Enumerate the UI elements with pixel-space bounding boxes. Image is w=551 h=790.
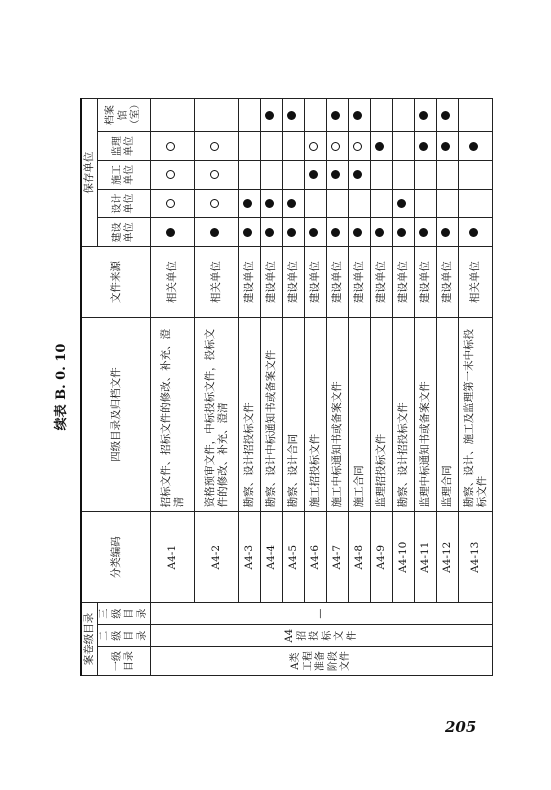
filled-circle-icon (397, 199, 406, 208)
cell-code: A4-1 (151, 512, 195, 603)
cell-doc-name: 施工合同 (349, 317, 371, 512)
filled-circle-icon (469, 142, 478, 151)
cell-keeper-mark (371, 161, 393, 190)
filled-circle-icon (419, 142, 428, 151)
cell-keeper-mark (195, 132, 239, 161)
cell-code: A4-2 (195, 512, 239, 603)
rotated-table-block (54, 98, 500, 676)
cell-keeper-mark (239, 161, 261, 190)
cell-doc-name: 施工招投标文件 (305, 317, 327, 512)
hollow-circle-icon (331, 142, 340, 151)
filled-circle-icon (441, 111, 450, 120)
cell-keeper-mark (459, 132, 493, 161)
cell-keeper-mark (151, 218, 195, 247)
cell-keeper-mark (261, 132, 283, 161)
cell-keeper-mark (393, 132, 415, 161)
cell-keeper-mark (459, 218, 493, 247)
cell-keeper-mark (151, 99, 195, 132)
cell-keeper-mark (195, 99, 239, 132)
cell-code: A4-12 (437, 512, 459, 603)
cell-keeper-mark (195, 189, 239, 218)
filled-circle-icon (265, 111, 274, 120)
cell-keeper-mark (305, 218, 327, 247)
cell-keeper-mark (349, 99, 371, 132)
table-row (393, 99, 415, 676)
cell-source: 建设单位 (349, 247, 371, 318)
hollow-circle-icon (210, 199, 219, 208)
cell-doc-name: 勘察、设计、施工及监理第一末中标投标文件 (459, 317, 493, 512)
cell-keeper-mark (393, 99, 415, 132)
cell-source: 建设单位 (239, 247, 261, 318)
cell-keeper-mark (415, 132, 437, 161)
filled-circle-icon (243, 228, 252, 237)
cell-doc-name: 施工中标通知书或备案文件 (327, 317, 349, 512)
hollow-circle-icon (166, 199, 175, 208)
cell-keeper-mark (327, 189, 349, 218)
cell-keeper-mark (371, 189, 393, 218)
cell-keeper-mark (305, 161, 327, 190)
cell-doc-name: 勘察、设计招投标文件 (239, 317, 261, 512)
cell-code: A4-9 (371, 512, 393, 603)
table-row (371, 99, 393, 676)
cell-keeper-mark (415, 189, 437, 218)
category-level3: — (151, 603, 493, 625)
table-row (261, 99, 283, 676)
filled-circle-icon (375, 228, 384, 237)
cell-source: 建设单位 (305, 247, 327, 318)
cell-keeper-mark (305, 99, 327, 132)
cell-code: A4-10 (393, 512, 415, 603)
cell-source: 建设单位 (415, 247, 437, 318)
hollow-circle-icon (166, 170, 175, 179)
filled-circle-icon (419, 228, 428, 237)
filled-circle-icon (309, 228, 318, 237)
cell-keeper-mark (283, 218, 305, 247)
cell-source: 建设单位 (327, 247, 349, 318)
cell-keeper-mark (283, 99, 305, 132)
cell-source: 建设单位 (371, 247, 393, 318)
cell-keeper-mark (415, 218, 437, 247)
cell-source: 相关单位 (195, 247, 239, 318)
header-keeper: 监理单位 (98, 132, 151, 161)
header-keeper: 设计单位 (98, 189, 151, 218)
cell-keeper-mark (327, 161, 349, 190)
cell-keeper-mark (261, 189, 283, 218)
hollow-circle-icon (210, 170, 219, 179)
header-level2: 二级目录 (98, 625, 151, 647)
table-row (459, 99, 493, 676)
table-row (327, 99, 349, 676)
cell-keeper-mark (195, 161, 239, 190)
filled-circle-icon (331, 228, 340, 237)
cell-code: A4-11 (415, 512, 437, 603)
header-keeper-group: 保存单位 (81, 99, 98, 247)
cell-code: A4-7 (327, 512, 349, 603)
cell-code: A4-13 (459, 512, 493, 603)
cell-doc-name: 勘察、设计招投标文件 (393, 317, 415, 512)
filled-circle-icon (331, 111, 340, 120)
filled-circle-icon (441, 228, 450, 237)
cell-keeper-mark (195, 218, 239, 247)
cell-doc-name: 招标文件、招标文件的修改、补充、澄清 (151, 317, 195, 512)
cell-keeper-mark (437, 161, 459, 190)
hollow-circle-icon (210, 142, 219, 151)
cell-keeper-mark (261, 161, 283, 190)
cell-keeper-mark (393, 218, 415, 247)
table-row (437, 99, 459, 676)
cell-source: 建设单位 (261, 247, 283, 318)
hollow-circle-icon (166, 142, 175, 151)
filled-circle-icon (397, 228, 406, 237)
cell-keeper-mark (239, 132, 261, 161)
header-doc-list: 四级目录及归档文件 (81, 317, 151, 512)
cell-code: A4-8 (349, 512, 371, 603)
cell-keeper-mark (349, 132, 371, 161)
cell-keeper-mark (283, 132, 305, 161)
table-row (151, 99, 195, 676)
cell-code: A4-4 (261, 512, 283, 603)
cell-source: 相关单位 (151, 247, 195, 318)
filled-circle-icon (353, 111, 362, 120)
category-level2: A4招投标文件 (151, 625, 493, 647)
cell-keeper-mark (327, 99, 349, 132)
cell-keeper-mark (459, 161, 493, 190)
cell-doc-name: 资格预审文件，中标投标文件，投标文件的修改、补充、澄清 (195, 317, 239, 512)
cell-source: 建设单位 (283, 247, 305, 318)
header-code: 分类编码 (81, 512, 151, 603)
filled-circle-icon (265, 199, 274, 208)
header-keeper: 档案馆（室） (98, 99, 151, 132)
cell-keeper-mark (283, 189, 305, 218)
hollow-circle-icon (309, 142, 318, 151)
cell-code: A4-5 (283, 512, 305, 603)
filled-circle-icon (287, 111, 296, 120)
cell-keeper-mark (349, 218, 371, 247)
filled-circle-icon (309, 170, 318, 179)
filled-circle-icon (469, 228, 478, 237)
cell-keeper-mark (261, 99, 283, 132)
cell-keeper-mark (327, 218, 349, 247)
cell-keeper-mark (151, 161, 195, 190)
table-row (349, 99, 371, 676)
cell-doc-name: 勘察、设计合同 (283, 317, 305, 512)
cell-keeper-mark (239, 189, 261, 218)
cell-code: A4-6 (305, 512, 327, 603)
cell-keeper-mark (239, 99, 261, 132)
cell-keeper-mark (393, 161, 415, 190)
cell-keeper-mark (151, 189, 195, 218)
header-level1: 一级目录 (98, 647, 151, 676)
cell-keeper-mark (239, 218, 261, 247)
filled-circle-icon (353, 228, 362, 237)
archive-catalog-table (80, 98, 493, 676)
cell-keeper-mark (437, 218, 459, 247)
cell-keeper-mark (261, 218, 283, 247)
cell-doc-name: 监理招投标文件 (371, 317, 393, 512)
cell-keeper-mark (371, 218, 393, 247)
header-keeper: 施工单位 (98, 161, 151, 190)
filled-circle-icon (166, 228, 175, 237)
cell-keeper-mark (437, 189, 459, 218)
filled-circle-icon (375, 142, 384, 151)
cell-keeper-mark (305, 189, 327, 218)
cell-keeper-mark (415, 99, 437, 132)
cell-keeper-mark (459, 99, 493, 132)
header-keeper: 建设单位 (98, 218, 151, 247)
cell-keeper-mark (437, 132, 459, 161)
cell-source: 建设单位 (393, 247, 415, 318)
cell-source: 相关单位 (459, 247, 493, 318)
cell-keeper-mark (371, 132, 393, 161)
cell-keeper-mark (459, 189, 493, 218)
cell-keeper-mark (305, 132, 327, 161)
cell-source: 建设单位 (437, 247, 459, 318)
cell-keeper-mark (151, 132, 195, 161)
table-title: 续表 B. 0. 10 (54, 343, 69, 431)
page-number: 205 (445, 718, 477, 736)
table-row (415, 99, 437, 676)
cell-keeper-mark (437, 99, 459, 132)
cell-doc-name: 监理合同 (437, 317, 459, 512)
table-body (151, 99, 493, 676)
hollow-circle-icon (353, 142, 362, 151)
table-row (239, 99, 261, 676)
header-level3: 三级目录 (98, 603, 151, 625)
cell-keeper-mark (393, 189, 415, 218)
filled-circle-icon (243, 199, 252, 208)
filled-circle-icon (353, 170, 362, 179)
filled-circle-icon (265, 228, 274, 237)
cell-doc-name: 监理中标通知书或备案文件 (415, 317, 437, 512)
cell-keeper-mark (327, 132, 349, 161)
filled-circle-icon (210, 228, 219, 237)
cell-code: A4-3 (239, 512, 261, 603)
cell-doc-name: 勘察、设计中标通知书或备案文件 (261, 317, 283, 512)
header-source: 文件来源 (81, 247, 151, 318)
filled-circle-icon (331, 170, 340, 179)
table-row (283, 99, 305, 676)
category-level1: A类工程准备阶段文件 (151, 647, 493, 676)
table-row (305, 99, 327, 676)
cell-keeper-mark (283, 161, 305, 190)
cell-keeper-mark (415, 161, 437, 190)
filled-circle-icon (287, 199, 296, 208)
filled-circle-icon (419, 111, 428, 120)
cell-keeper-mark (371, 99, 393, 132)
cell-keeper-mark (349, 161, 371, 190)
table-row (195, 99, 239, 676)
cell-keeper-mark (349, 189, 371, 218)
filled-circle-icon (441, 142, 450, 151)
header-catalog-group: 案卷级目录 (81, 603, 98, 676)
filled-circle-icon (287, 228, 296, 237)
